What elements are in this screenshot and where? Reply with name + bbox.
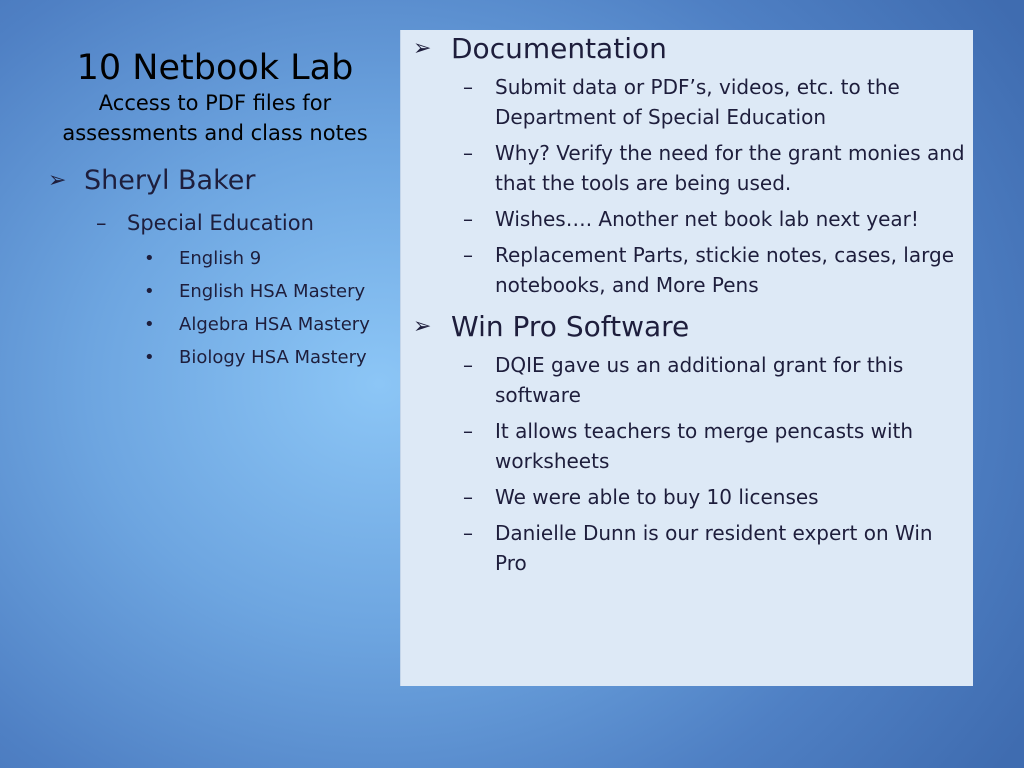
- arrow-bullet-icon: ➢: [413, 36, 432, 61]
- dash-bullet-icon: –: [463, 75, 473, 99]
- slide-subtitle: Access to PDF files for assessments and class notes: [62, 91, 368, 145]
- list-item: – DQIE gave us an additional grant for this software: [401, 350, 973, 410]
- section-heading-documentation: ➢ Documentation: [413, 32, 667, 65]
- slide-title: 10 Netbook Lab: [76, 48, 354, 88]
- win-pro-list: [401, 350, 973, 578]
- documentation-list: [401, 72, 973, 300]
- course-item: • Algebra HSA Mastery: [144, 314, 370, 335]
- dot-bullet-icon: •: [144, 314, 155, 335]
- department-bullet: [30, 208, 400, 238]
- list-item: – Danielle Dunn is our resident expert on Win Pro: [401, 518, 973, 578]
- content-panel: [400, 30, 973, 686]
- dash-bullet-icon: –: [463, 419, 473, 443]
- course-item: • Biology HSA Mastery: [144, 347, 367, 368]
- list-item: – Replacement Parts, stickie notes, cases, large notebooks, and More Pens: [401, 240, 973, 300]
- person-name: Sheryl Baker: [84, 165, 256, 196]
- title-block: [30, 48, 400, 148]
- left-column: [30, 0, 400, 370]
- dash-bullet-icon: –: [96, 211, 107, 235]
- department-name: Special Education: [127, 211, 314, 235]
- list-item: – Wishes…. Another net book lab next year!: [401, 204, 973, 234]
- dot-bullet-icon: •: [144, 248, 155, 269]
- dot-bullet-icon: •: [144, 347, 155, 368]
- person-bullet: [30, 164, 400, 198]
- list-item: – It allows teachers to merge pencasts with worksheets: [401, 416, 973, 476]
- dash-bullet-icon: –: [463, 353, 473, 377]
- list-item: – Submit data or PDF’s, videos, etc. to the Department of Special Education: [401, 72, 973, 132]
- section-heading-win-pro: ➢ Win Pro Software: [413, 310, 690, 343]
- arrow-bullet-icon: ➢: [48, 168, 67, 193]
- dash-bullet-icon: –: [463, 243, 473, 267]
- dash-bullet-icon: –: [463, 485, 473, 509]
- dash-bullet-icon: –: [463, 521, 473, 545]
- list-item: – Why? Verify the need for the grant monies and that the tools are being used.: [401, 138, 973, 198]
- arrow-bullet-icon: ➢: [413, 314, 432, 339]
- course-item: • English 9: [144, 248, 262, 269]
- dot-bullet-icon: •: [144, 281, 155, 302]
- course-list: [30, 247, 400, 370]
- course-item: • English HSA Mastery: [144, 281, 366, 302]
- dash-bullet-icon: –: [463, 207, 473, 231]
- list-item: – We were able to buy 10 licenses: [401, 482, 973, 512]
- dash-bullet-icon: –: [463, 141, 473, 165]
